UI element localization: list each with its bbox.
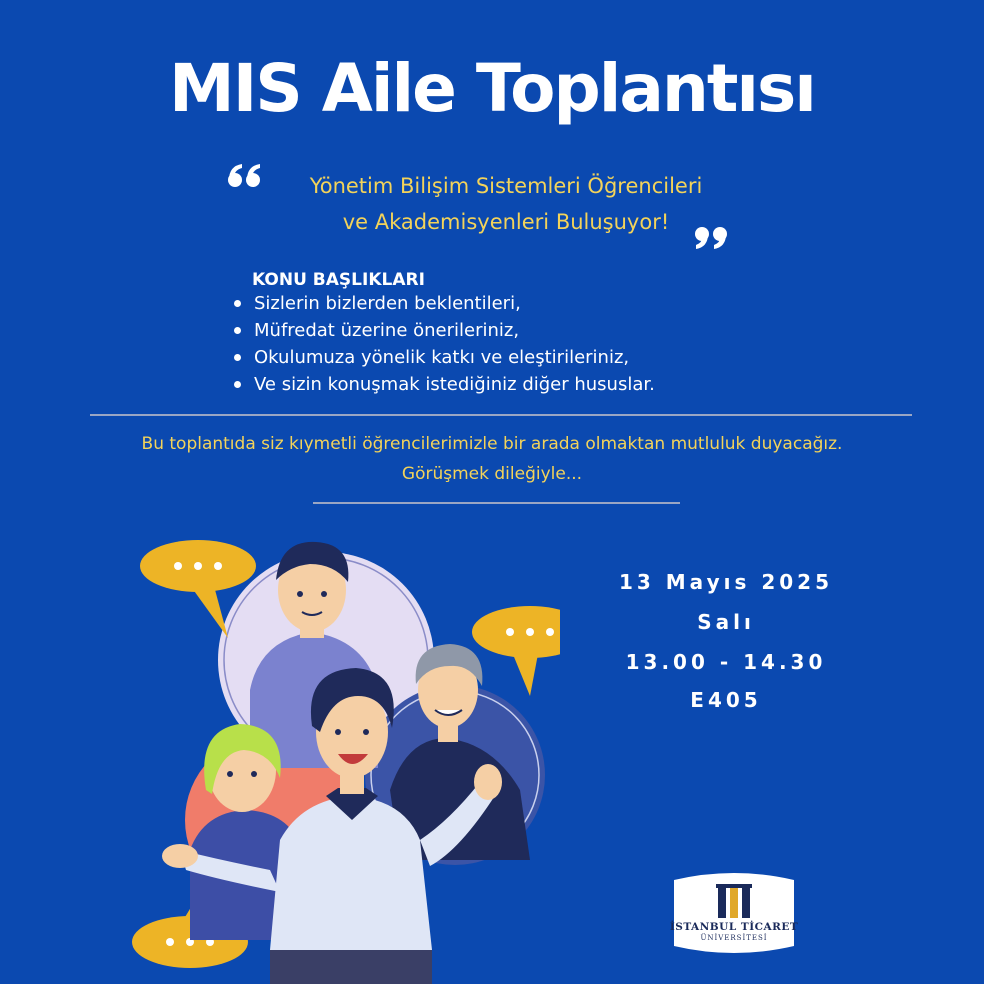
divider: [90, 414, 912, 416]
university-logo: [666, 870, 802, 956]
message-line-1: Bu toplantıda siz kıymetli öğrencilerimizle bir arada olmaktan mutluluk duyacağız.: [141, 434, 843, 454]
speech-bubble-icon: [472, 606, 560, 696]
list-item: [230, 371, 655, 398]
topic-text: Okulumuza yönelik katkı ve eleştirileriniz,: [254, 347, 630, 368]
topics-heading: KONU BAŞLIKLARI: [252, 270, 425, 290]
logo-name: İSTANBUL TİCARET: [669, 921, 799, 933]
list-item: [230, 344, 655, 371]
topic-text: Müfredat üzerine önerileriniz,: [254, 320, 520, 341]
event-time: 13.00 - 14.30: [625, 650, 827, 674]
topics-list: [230, 290, 655, 398]
event-date: 13 Mayıs 2025: [618, 570, 833, 594]
list-item: [230, 317, 655, 344]
message-line-2: Görüşmek dileğiyle...: [401, 464, 583, 484]
topic-text: Sizlerin bizlerden beklentileri,: [254, 293, 521, 314]
people-illustration: [120, 520, 560, 984]
page-title: MIS Aile Toplantısı: [169, 50, 815, 127]
topic-text: Ve sizin konuşmak istediğiniz diğer hususlar.: [254, 374, 655, 395]
bullet-icon: [234, 381, 241, 388]
list-item: [230, 290, 655, 317]
tagline-line-2: ve Akademisyenleri Buluşuyor!: [342, 210, 670, 234]
event-day: Salı: [697, 610, 755, 634]
tagline-line-1: Yönetim Bilişim Sistemleri Öğrencileri: [309, 174, 703, 198]
event-room: E405: [690, 688, 762, 712]
bullet-icon: [234, 354, 241, 361]
divider: [313, 502, 680, 504]
bullet-icon: [234, 327, 241, 334]
bullet-icon: [234, 300, 241, 307]
logo-subtitle: ÜNİVERSİTESİ: [700, 934, 768, 942]
